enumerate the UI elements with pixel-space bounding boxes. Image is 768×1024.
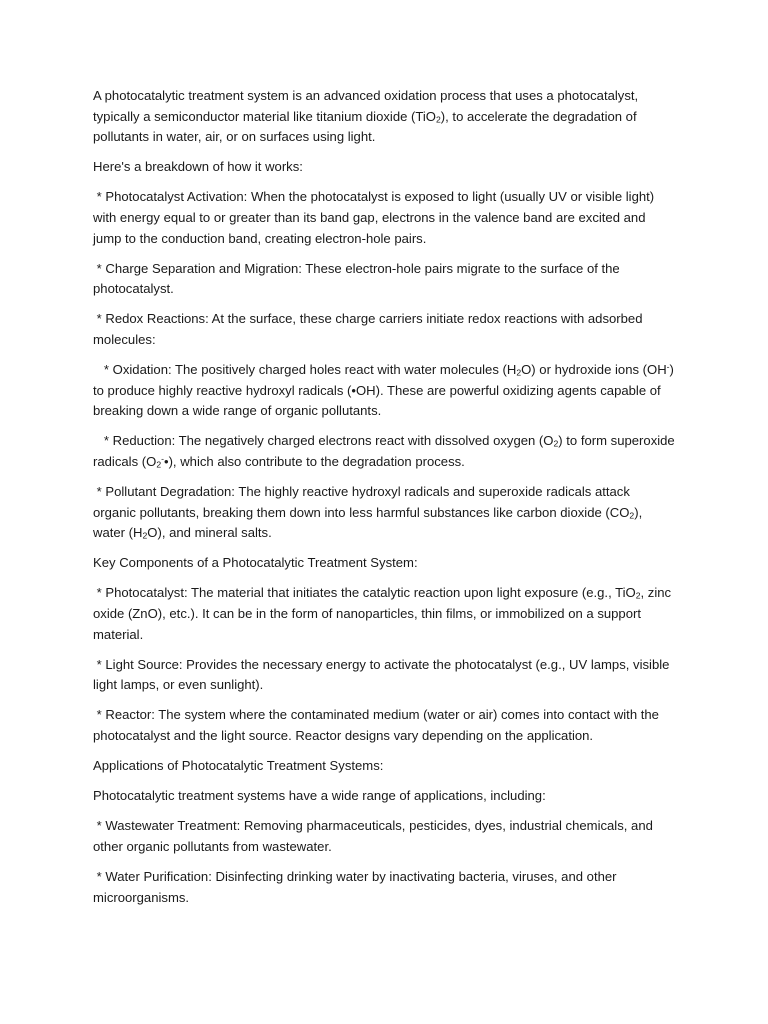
superscript: - [666, 361, 670, 372]
text-run: , zinc oxide (ZnO), etc.). It can be in the form of nanoparticles, thin films, or immobilized on a support material. [93, 585, 675, 642]
sub-bullet-reduction [93, 431, 679, 472]
sub-bullet-oxidation [93, 360, 678, 422]
bullet-charge-separation [93, 259, 675, 300]
subscript: 2 [629, 510, 635, 521]
text-run: •), which also contribute to the degradation process. [163, 453, 465, 469]
subscript: 2 [553, 439, 559, 450]
intro-paragraph [93, 86, 675, 148]
text-run: Photocatalytic treatment systems have a wide range of applications, including: [93, 788, 546, 804]
key-components-heading [93, 553, 675, 574]
text-run: * Photocatalyst: The material that initiates the catalytic reaction upon light exposure (e.g., TiO [93, 585, 636, 601]
breakdown-heading [93, 157, 675, 178]
text-run: A photocatalytic treatment system is an advanced oxidation process that uses a photocatalyst, typically a semiconductor material like titanium dioxide (TiO [93, 88, 642, 124]
text-run: Here's a breakdown of how it works: [93, 159, 303, 175]
bullet-reactor [93, 705, 675, 746]
text-run: Applications of Photocatalytic Treatment Systems: [93, 758, 384, 774]
text-run: * Water Purification: Disinfecting drinking water by inactivating bacteria, viruses, and other microorganisms. [93, 868, 621, 905]
text-run: Key Components of a Photocatalytic Treatment System: [93, 555, 418, 571]
text-run: * Pollutant Degradation: The highly reactive hydroxyl radicals and superoxide radicals attack organic pollutants, breaking them down into less harmful substances like carbon dioxide (CO [93, 484, 634, 520]
subscript: 2 [436, 114, 441, 125]
text-run: * Redox Reactions: At the surface, these charge carriers initiate redox reactions with adsorbed molecules: [93, 311, 647, 347]
applications-intro [93, 786, 675, 807]
bullet-light-source [93, 655, 675, 696]
text-run: O), and mineral salts. [147, 525, 272, 541]
bullet-photocatalyst-component [93, 583, 675, 645]
text-run: * Reactor: The system where the contaminated medium (water or air) comes into contact with the photocatalyst and the light source. Reactor designs vary depending on the application. [93, 707, 663, 743]
text-run: O) or hydroxide ions (OH [521, 362, 667, 378]
text-run: ) to form superoxide radicals (O [93, 433, 679, 469]
bullet-photocatalyst-activation [93, 187, 675, 249]
subscript: 2 [516, 367, 522, 378]
text-run: * Oxidation: The positively charged holes react with water molecules (H [93, 362, 517, 378]
text-run: * Wastewater Treatment: Removing pharmaceuticals, pesticides, dyes, industrial chemicals, and other organic pollutants from wastewater. [93, 818, 657, 854]
text-run: ), water (H [93, 504, 646, 541]
subscript: 2 [635, 591, 641, 602]
bullet-wastewater-treatment [93, 816, 675, 857]
text-run: * Reduction: The negatively charged electrons react with dissolved oxygen (O [93, 433, 554, 449]
text-run: * Charge Separation and Migration: These electron-hole pairs migrate to the surface of the photocatalyst. [93, 260, 624, 297]
subscript: 2 [142, 530, 148, 541]
bullet-redox-reactions [93, 309, 675, 350]
bullet-water-purification [93, 867, 675, 908]
text-run: ) to produce highly reactive hydroxyl radicals (•OH). These are powerful oxidizing agents capable of breaking down a wide range of organic pollutants. [93, 362, 678, 419]
text-run: ), to accelerate the degradation of pollutants in water, air, or on surfaces using light. [93, 108, 641, 145]
bullet-pollutant-degradation [93, 482, 675, 544]
text-run: * Photocatalyst Activation: When the photocatalyst is exposed to light (usually UV or visible light) with energy equal to or greater than its band gap, electrons in the valence band are excited and jump to the conduction band, creating electron-hole pairs. [93, 189, 658, 246]
subscript: 2 [156, 459, 162, 470]
document-page [93, 86, 679, 918]
text-run: * Light Source: Provides the necessary energy to activate the photocatalyst (e.g., UV lamps, visible light lamps, or even sunlight). [93, 656, 674, 693]
superscript: - [161, 453, 164, 464]
applications-heading [93, 756, 675, 777]
